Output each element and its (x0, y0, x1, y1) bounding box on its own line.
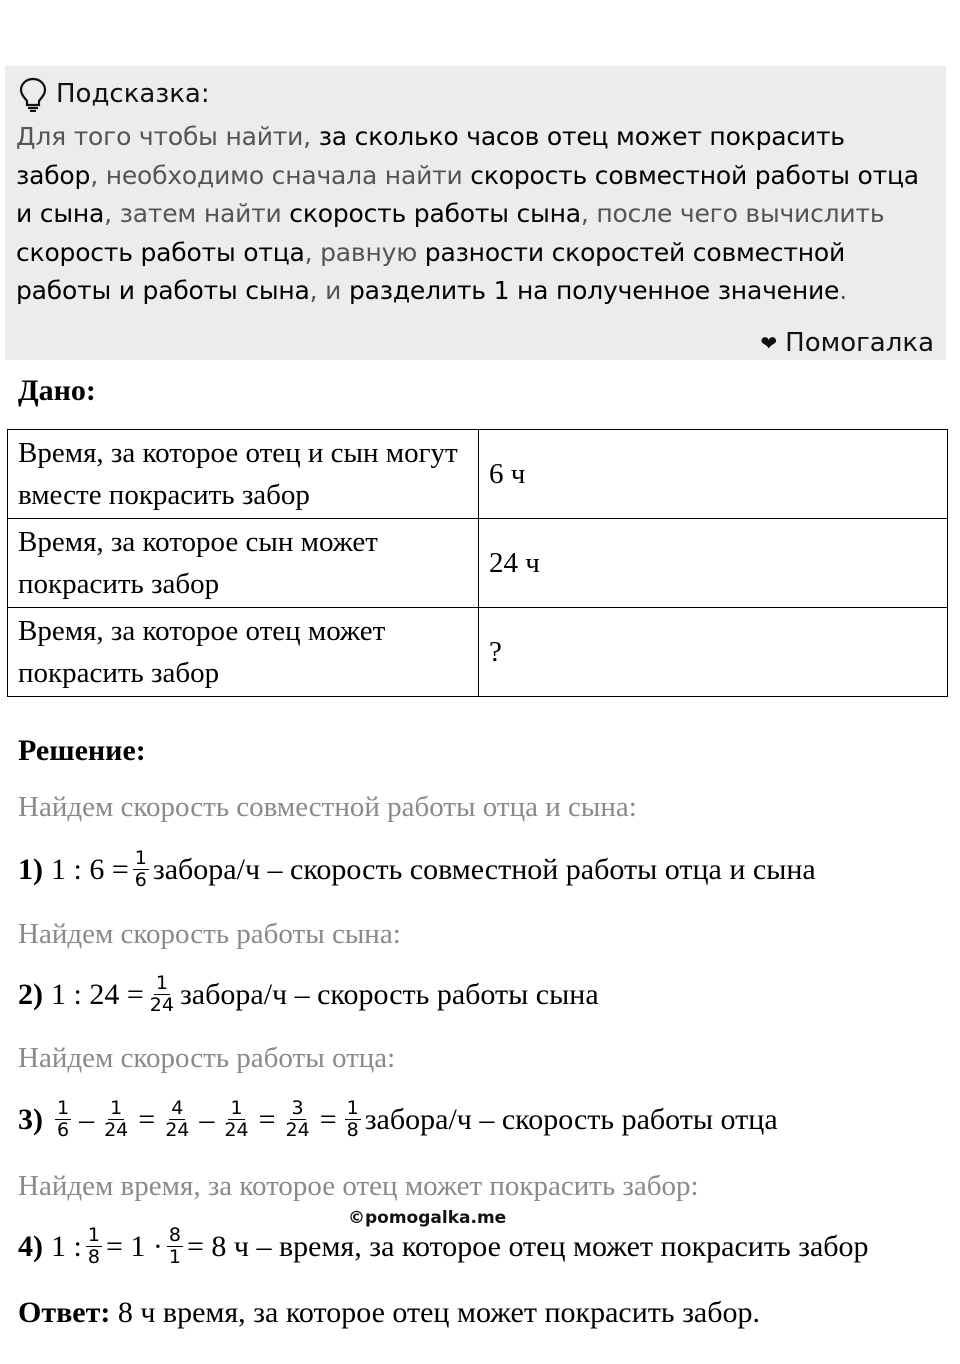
step-mid: = 1 · (105, 1229, 163, 1263)
table-cell-value: 24 ч (479, 519, 948, 608)
operator: = (258, 1102, 276, 1136)
hint-segment: , необходимо сначала найти (90, 160, 471, 190)
operator: – (79, 1102, 95, 1136)
fraction (55, 1098, 71, 1141)
denominator: 24 (165, 1119, 190, 1141)
table-cell-label: Время, за которое сын может покрасить забор (8, 519, 479, 608)
hint-segment: , и (309, 276, 349, 305)
fraction (284, 1098, 312, 1141)
answer (18, 1296, 760, 1330)
table-row (8, 608, 948, 697)
fraction (222, 1098, 250, 1141)
brand[interactable] (760, 328, 934, 358)
heart-icon: ❤ (760, 331, 778, 355)
denominator: 6 (57, 1119, 70, 1141)
step-description: забора/ч – скорость совместной работы отца и сына (152, 852, 816, 886)
denominator: 24 (285, 1119, 310, 1141)
step-intro: Найдем скорость работы сына: (18, 918, 401, 950)
operator: – (199, 1102, 215, 1136)
lightbulb-icon (16, 76, 50, 112)
step-1 (18, 848, 816, 891)
operator: = (138, 1102, 156, 1136)
fraction (167, 1225, 183, 1268)
denominator: 1 (168, 1246, 181, 1268)
hint-segment: , затем найти (104, 199, 290, 228)
hint-segment-bold: скорость работы отца (16, 237, 305, 267)
operator: = (319, 1102, 337, 1136)
step-2 (18, 973, 599, 1016)
step-number: 3) (18, 1102, 43, 1136)
hint-segment: , равную (304, 237, 425, 267)
hint-segment: Для того чтобы найти, (16, 122, 319, 151)
hint-segment-bold: скорость работы сына (289, 199, 581, 228)
numerator: 1 (134, 847, 147, 869)
table-cell-value: ? (479, 608, 948, 697)
numerator: 1 (346, 1097, 359, 1119)
step-number: 2) (18, 977, 43, 1011)
numerator: 1 (230, 1097, 243, 1119)
numerator: 1 (155, 972, 168, 994)
hint-segment-bold: разделить 1 на полученное значение (348, 276, 840, 305)
step-description: забора/ч – скорость работы сына (179, 977, 599, 1011)
hint-header (16, 74, 934, 114)
hint-box (5, 66, 946, 360)
answer-label: Ответ: (18, 1296, 111, 1329)
answer-text: 8 ч время, за которое отец может покрасить забор. (110, 1296, 761, 1329)
denominator: 8 (87, 1246, 100, 1268)
table-cell-label: Время, за которое отец может покрасить забор (8, 608, 479, 697)
step-description: забора/ч – скорость работы отца (364, 1102, 778, 1136)
numerator: 1 (87, 1224, 100, 1246)
step-intro: Найдем скорость работы отца: (18, 1042, 396, 1074)
denominator: 8 (346, 1119, 359, 1141)
hint-text (16, 118, 934, 311)
hint-title: Подсказка: (56, 79, 210, 109)
table-cell-label: Время, за которое отец и сын могут вместе покрасить забор (8, 430, 479, 519)
step-intro: Найдем время, за которое отец может покрасить забор: (18, 1170, 699, 1202)
hint-segment-bold: скорость совместной работы отца и сына (16, 160, 919, 228)
brand-label: Помогалка (785, 328, 934, 358)
table-row (8, 519, 948, 608)
step-description: = 8 ч – время, за которое отец может покрасить забор (186, 1229, 869, 1263)
fraction (133, 848, 149, 891)
solution-title: Решение: (18, 734, 146, 767)
step-4 (18, 1225, 869, 1268)
denominator: 24 (149, 994, 174, 1016)
step-3 (18, 1098, 778, 1141)
numerator: 1 (110, 1097, 123, 1119)
table-row (8, 430, 948, 519)
numerator: 4 (171, 1097, 184, 1119)
given-title: Дано: (18, 374, 96, 407)
step-number: 4) (18, 1229, 43, 1263)
fraction (163, 1098, 191, 1141)
watermark: ©pomogalka.me (348, 1208, 507, 1228)
given-table (7, 429, 948, 697)
denominator: 24 (224, 1119, 249, 1141)
step-intro: Найдем скорость совместной работы отца и сына: (18, 791, 637, 823)
hint-segment: , после чего вычислить (580, 199, 885, 228)
numerator: 8 (168, 1224, 181, 1246)
fraction (148, 973, 176, 1016)
step-number: 1) (18, 852, 43, 886)
fraction (86, 1225, 102, 1268)
denominator: 6 (134, 869, 147, 891)
step-lhs: 1 : 24 = (51, 977, 144, 1011)
table-cell-value: 6 ч (479, 430, 948, 519)
fraction (345, 1098, 361, 1141)
hint-segment-bold: за сколько часов отец может покрасить забор (16, 122, 845, 190)
step-lhs: 1 : 6 = (51, 852, 129, 886)
step-lhs: 1 : (51, 1229, 82, 1263)
denominator: 24 (104, 1119, 129, 1141)
hint-segment-bold: разности скоростей совместной работы и работы сына (16, 237, 846, 305)
hint-segment: . (839, 276, 847, 305)
numerator: 1 (57, 1097, 70, 1119)
fraction (102, 1098, 130, 1141)
numerator: 3 (291, 1097, 304, 1119)
